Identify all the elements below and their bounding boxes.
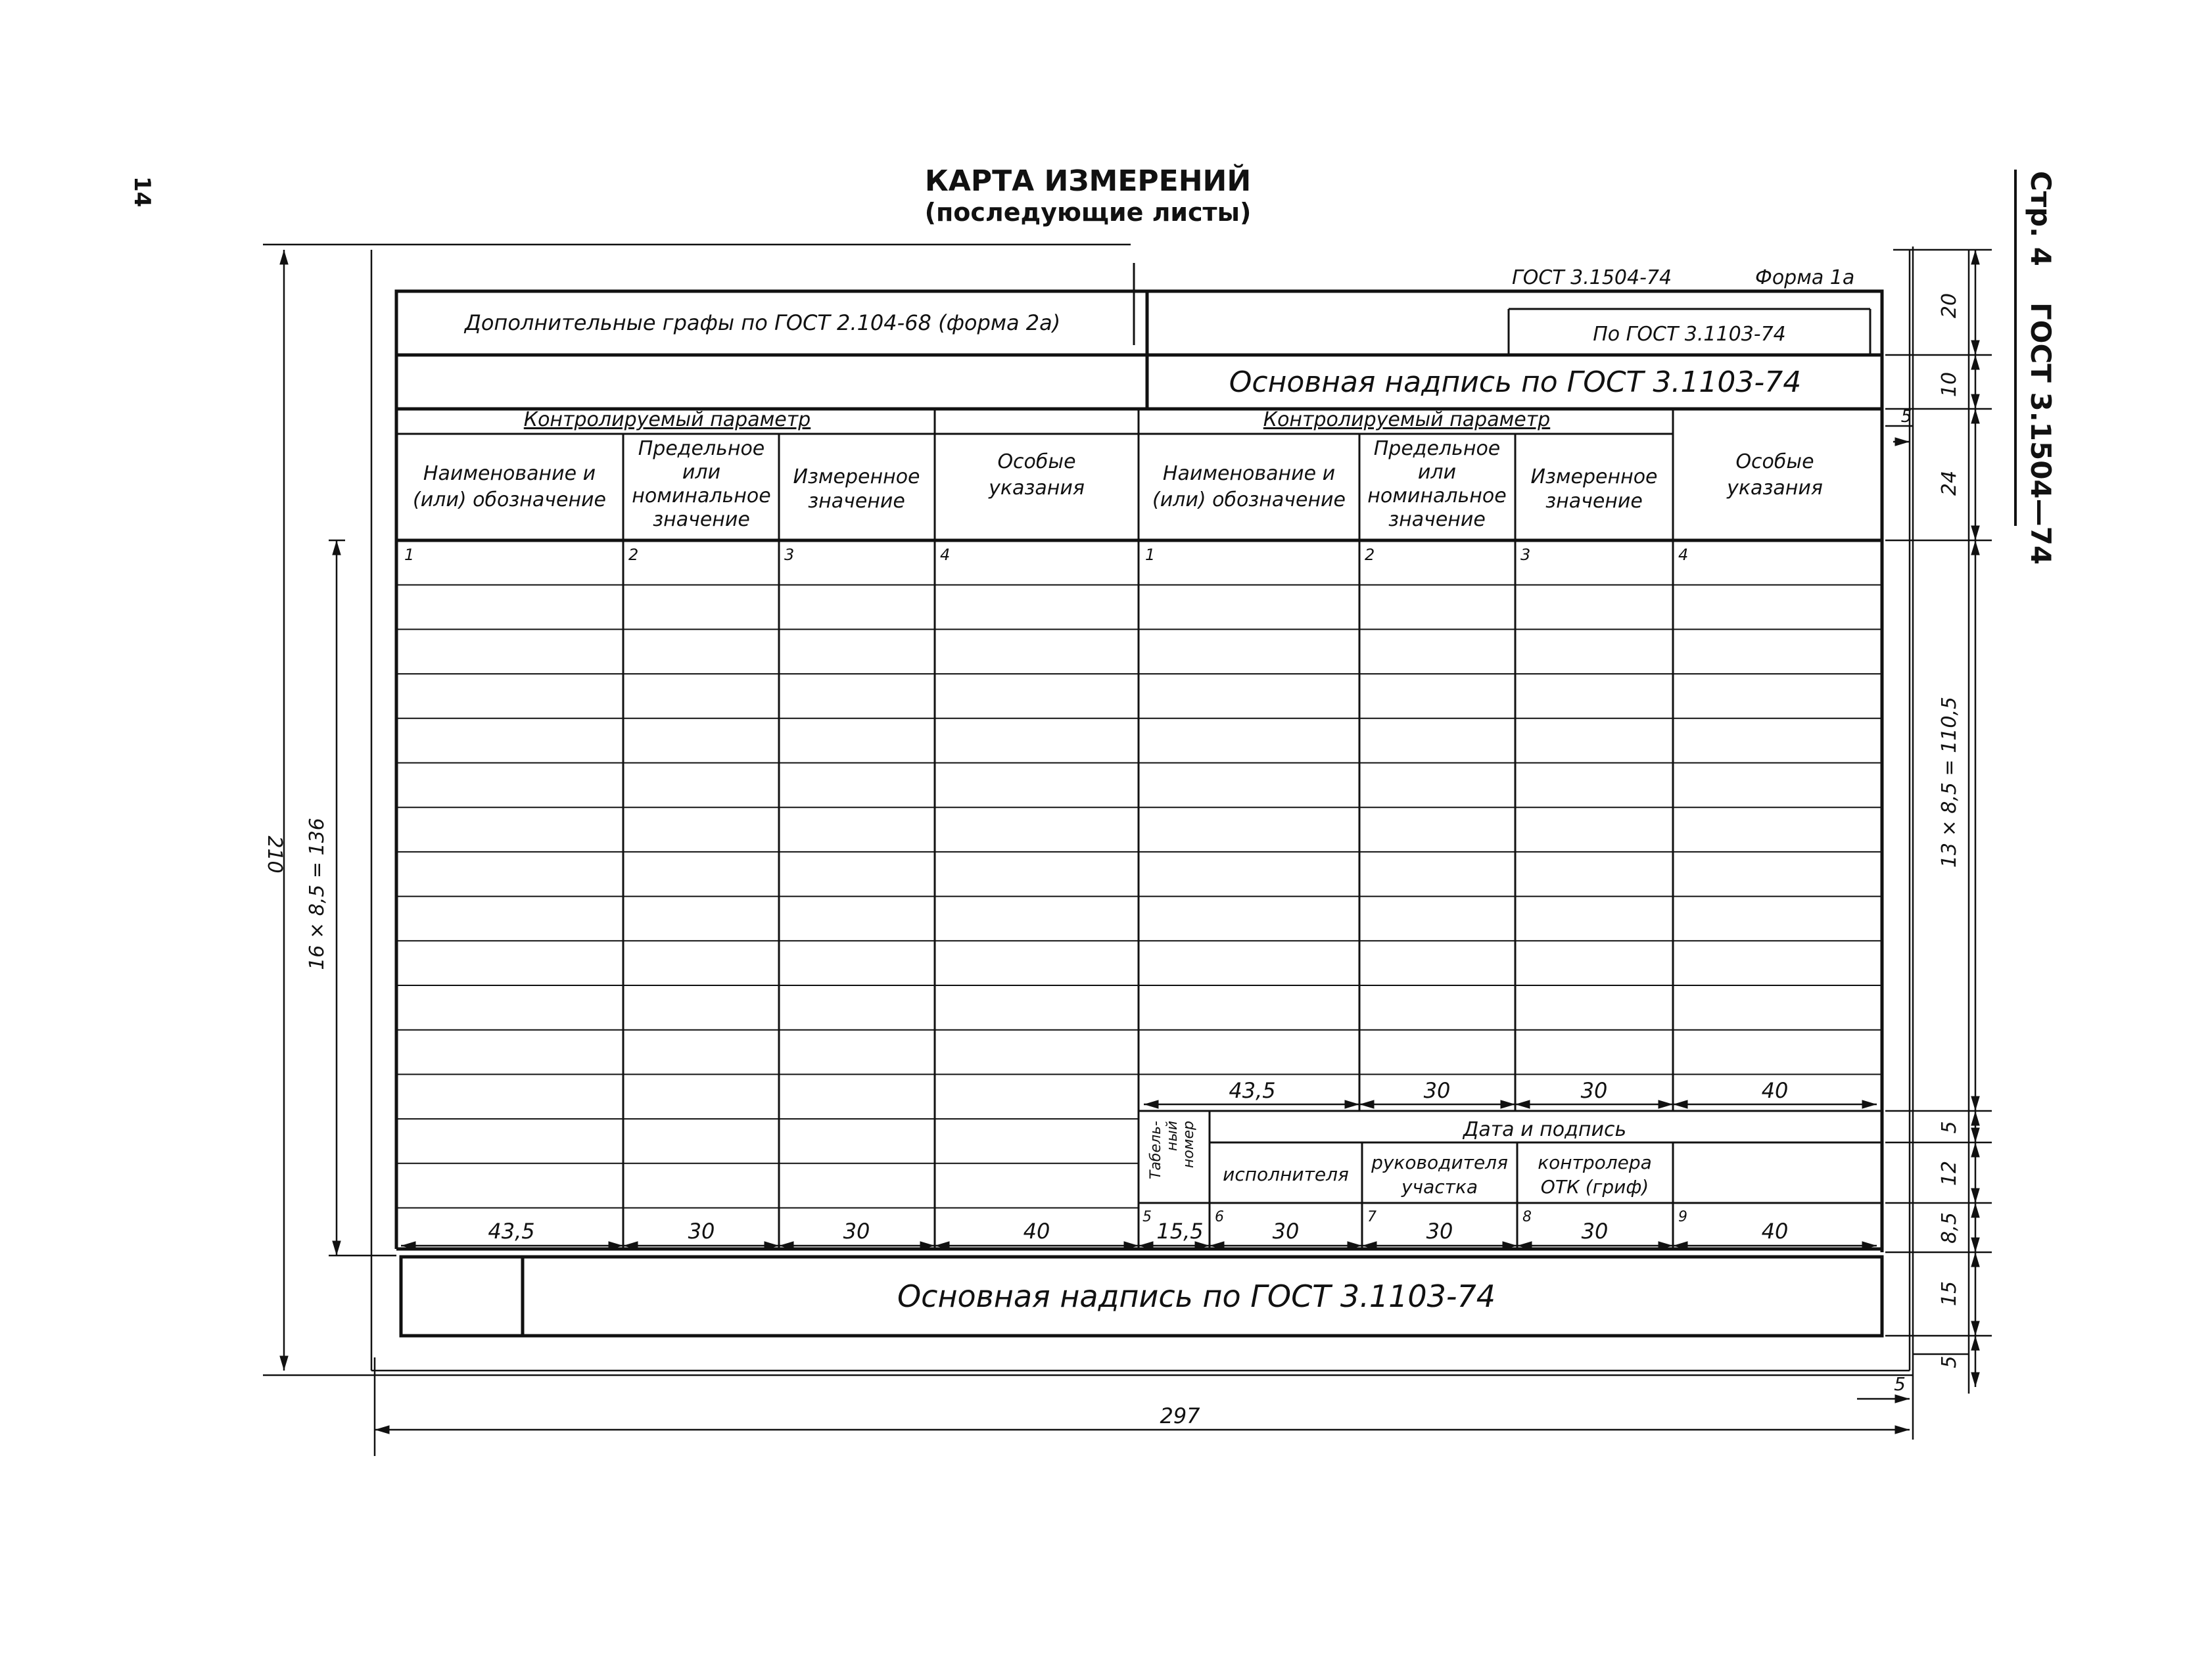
col-measured-left-2: значение <box>808 490 905 513</box>
dim-left-2: 30 <box>688 1219 715 1244</box>
main-inscription-top: Основная надпись по ГОСТ 3.1103-74 <box>1229 365 1802 399</box>
side-gost-label: ГОСТ 3.1504—74 <box>2025 302 2057 565</box>
by-gost-label: По ГОСТ 3.1103-74 <box>1593 323 1786 346</box>
col-number-right-4: 4 <box>1678 546 1689 564</box>
controller-label-1: контролера <box>1538 1152 1652 1173</box>
col-limit-right-3: номинальное <box>1367 484 1507 507</box>
tabel-label-2: ный <box>1164 1121 1181 1152</box>
dim-rows-left: 16 × 8,5 = 136 <box>306 818 329 970</box>
col-measured-right-1: Измеренное <box>1530 465 1658 488</box>
supervisor-label-1: руководителя <box>1371 1152 1508 1173</box>
performer-label: исполнителя <box>1223 1164 1349 1185</box>
dim-bottom-margin: 5 <box>1894 1373 1906 1395</box>
dim-side-5: 5 <box>1938 1121 1961 1134</box>
col-name-right-1: Наименование и <box>1162 462 1336 485</box>
group-header-right: Контролируемый параметр <box>1263 408 1551 431</box>
form-gost-label: ГОСТ 3.1504-74 <box>1512 266 1672 289</box>
tabel-label-3: номер <box>1181 1121 1197 1168</box>
controller-label-2: ОТК (гриф) <box>1540 1176 1649 1198</box>
main-inscription-bottom: Основная надпись по ГОСТ 3.1103-74 <box>897 1279 1496 1314</box>
dim-rows-right: 13 × 8,5 = 110,5 <box>1938 696 1961 868</box>
col-number-left-4: 4 <box>940 546 951 564</box>
col-number-right-1: 1 <box>1145 546 1156 564</box>
dim-side-9: 5 <box>1938 1355 1961 1369</box>
col-limit-right-4: значение <box>1388 508 1486 531</box>
dim-right-4: 40 <box>1761 1078 1789 1103</box>
col-limit-left-3: номинальное <box>632 484 771 507</box>
col-number-left-2: 2 <box>628 546 639 564</box>
dim-left-3: 30 <box>843 1219 870 1244</box>
group-header-left: Контролируемый параметр <box>523 408 811 431</box>
cell-number-8: 8 <box>1522 1209 1532 1225</box>
dim-side-7: 8,5 <box>1938 1212 1961 1244</box>
dim-left-4: 40 <box>1023 1219 1050 1244</box>
dim-bottom-5: 40 <box>1761 1219 1789 1244</box>
col-special-right-2: указания <box>1727 477 1823 500</box>
col-special-left-1: Особые <box>997 450 1076 473</box>
dim-side-8: 15 <box>1938 1281 1961 1307</box>
additional-columns-label: Дополнительные графы по ГОСТ 2.104-68 (форма 2а) <box>464 310 1061 335</box>
dim-side-3: 5 <box>1900 407 1912 427</box>
col-name-right-2: (или) обозначение <box>1152 488 1346 511</box>
col-limit-right-2: или <box>1417 461 1457 484</box>
col-number-right-3: 3 <box>1520 546 1531 564</box>
col-number-left-3: 3 <box>784 546 795 564</box>
col-name-left-2: (или) обозначение <box>412 488 607 511</box>
page-subtitle: (последующие листы) <box>924 198 1252 227</box>
dim-side-2: 10 <box>1938 371 1961 398</box>
tabel-label-1: Табель- <box>1148 1121 1164 1179</box>
cell-number-6: 6 <box>1215 1209 1224 1225</box>
page-title: КАРТА ИЗМЕРЕНИЙ <box>924 164 1252 198</box>
date-sign-label: Дата и подпись <box>1463 1118 1627 1141</box>
side-page-label: Стр. 4 <box>2025 171 2057 267</box>
dim-side-4: 24 <box>1938 470 1961 496</box>
cell-number-9: 9 <box>1678 1209 1687 1225</box>
cell-number-5: 5 <box>1142 1209 1152 1225</box>
dim-bottom-4: 30 <box>1581 1219 1609 1244</box>
dim-left-1: 43,5 <box>488 1219 535 1244</box>
col-limit-left-1: Предельное <box>638 437 765 460</box>
dim-bottom-2: 30 <box>1272 1219 1300 1244</box>
page-number: 14 <box>129 176 155 208</box>
dim-right-1: 43,5 <box>1229 1078 1276 1103</box>
dim-side-1: 20 <box>1938 293 1961 319</box>
col-special-left-2: указания <box>989 477 1085 500</box>
dim-right-2: 30 <box>1423 1078 1451 1103</box>
col-name-left-1: Наименование и <box>423 462 596 485</box>
dim-bottom-3: 30 <box>1426 1219 1453 1244</box>
col-number-left-1: 1 <box>404 546 415 564</box>
col-measured-right-2: значение <box>1545 490 1643 513</box>
dim-right-3: 30 <box>1580 1078 1608 1103</box>
col-limit-right-1: Предельное <box>1373 437 1501 460</box>
col-special-right-1: Особые <box>1735 450 1814 473</box>
col-measured-left-1: Измеренное <box>793 465 920 488</box>
col-number-right-2: 2 <box>1365 546 1375 564</box>
form-name-label: Форма 1а <box>1755 266 1855 289</box>
dim-side-6: 12 <box>1938 1160 1961 1187</box>
dim-bottom-1: 15,5 <box>1156 1219 1204 1244</box>
dim-total-height: 210 <box>263 835 286 874</box>
cell-number-7: 7 <box>1367 1209 1377 1225</box>
col-limit-left-2: или <box>682 461 721 484</box>
col-limit-left-4: значение <box>653 508 750 531</box>
dim-total-width: 297 <box>1160 1403 1200 1428</box>
supervisor-label-2: участка <box>1401 1176 1478 1198</box>
